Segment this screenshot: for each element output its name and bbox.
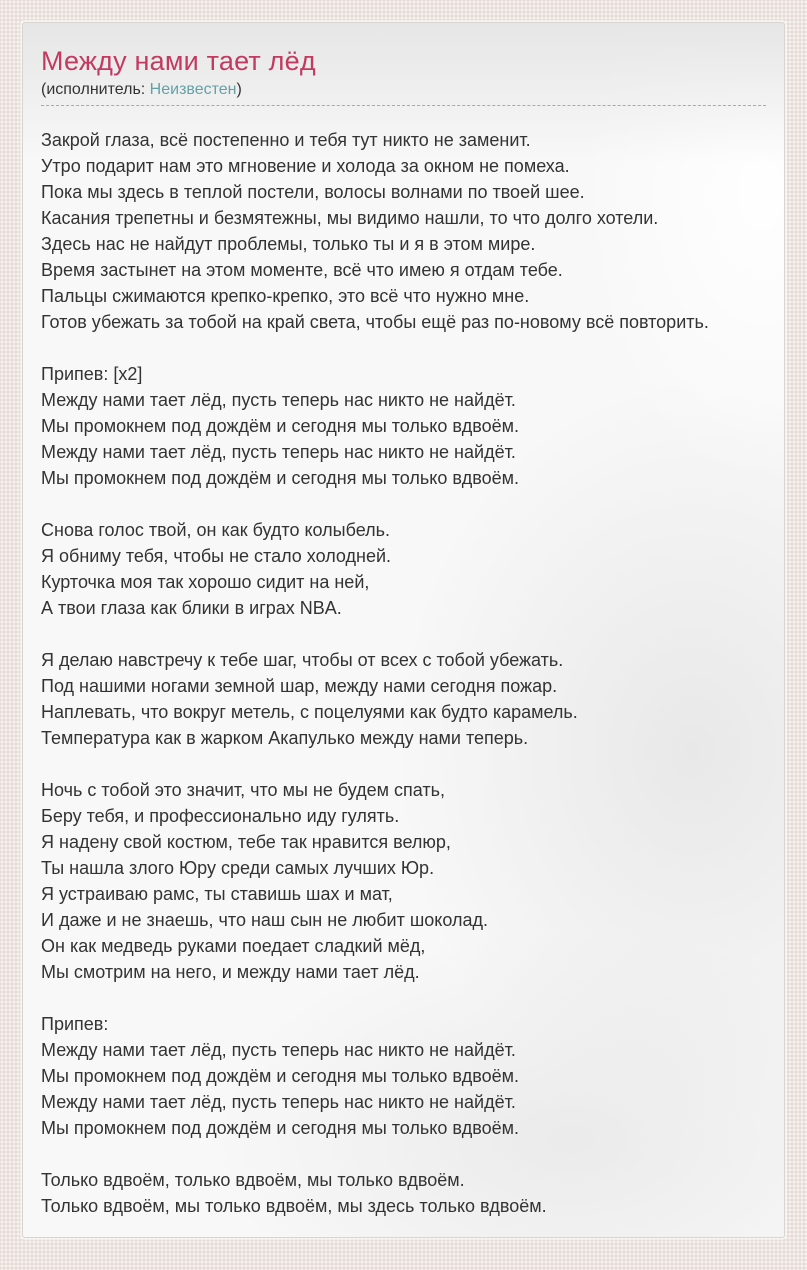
lyrics-container bbox=[41, 127, 766, 1219]
lyric-line: Между нами тает лёд, пусть теперь нас никто не найдёт. bbox=[41, 390, 516, 410]
song-title: Между нами тает лёд bbox=[41, 46, 316, 76]
lyric-line: Припев: [x2] bbox=[41, 364, 143, 384]
lyric-line: Я обниму тебя, чтобы не стало холодней. bbox=[41, 546, 392, 566]
lyric-line: Курточка моя так хорошо сидит на ней, bbox=[41, 572, 370, 592]
artist-label: (исполнитель: bbox=[41, 81, 150, 98]
dashed-separator bbox=[41, 105, 766, 106]
artist-link[interactable]: Неизвестен bbox=[149, 81, 237, 98]
lyric-line: Время застынет на этом моменте, всё что имею я отдам тебе. bbox=[41, 260, 563, 280]
lyric-line: Наплевать, что вокруг метель, с поцелуями как будто карамель. bbox=[41, 702, 578, 722]
lyric-line: Утро подарит нам это мгновение и холода за окном не помеха. bbox=[41, 156, 570, 176]
lyric-line: Температура как в жарком Акапулько между нами теперь. bbox=[41, 728, 529, 748]
lyric-line: Мы промокнем под дождём и сегодня мы только вдвоём. bbox=[41, 1118, 520, 1138]
lyric-line: Пока мы здесь в теплой постели, волосы волнами по твоей шее. bbox=[41, 182, 585, 202]
lyric-line: Мы промокнем под дождём и сегодня мы только вдвоём. bbox=[41, 1066, 520, 1086]
lyric-line: Между нами тает лёд, пусть теперь нас никто не найдёт. bbox=[41, 1040, 516, 1060]
lyric-line: Мы промокнем под дождём и сегодня мы только вдвоём. bbox=[41, 416, 520, 436]
lyric-line: Припев: bbox=[41, 1014, 109, 1034]
lyric-line: Мы смотрим на него, и между нами тает лёд. bbox=[41, 962, 420, 982]
lyric-line: Только вдвоём, только вдвоём, мы только вдвоём. bbox=[41, 1170, 465, 1190]
stanza bbox=[41, 361, 766, 491]
artist-label-suffix: ) bbox=[236, 81, 242, 98]
lyric-line: Ты нашла злого Юру среди самых лучших Юр. bbox=[41, 858, 435, 878]
lyric-line: Пальцы сжимаются крепко-крепко, это всё что нужно мне. bbox=[41, 286, 530, 306]
lyric-line: Мы промокнем под дождём и сегодня мы только вдвоём. bbox=[41, 468, 520, 488]
lyric-line: Под нашими ногами земной шар, между нами сегодня пожар. bbox=[41, 676, 558, 696]
lyric-line: Здесь нас не найдут проблемы, только ты и я в этом мире. bbox=[41, 234, 536, 254]
lyric-line: Касания трепетны и безмятежны, мы видимо нашли, то что долго хотели. bbox=[41, 208, 659, 228]
lyric-line: И даже и не знаешь, что наш сын не любит шоколад. bbox=[41, 910, 488, 930]
stanza bbox=[41, 1167, 766, 1219]
stanza bbox=[41, 517, 766, 621]
lyric-line: Он как медведь руками поедает сладкий мёд, bbox=[41, 936, 426, 956]
stanza bbox=[41, 777, 766, 985]
lyric-line: Я устраиваю рамс, ты ставишь шах и мат, bbox=[41, 884, 393, 904]
lyric-line: Беру тебя, и профессионально иду гулять. bbox=[41, 806, 400, 826]
lyric-line: Снова голос твой, он как будто колыбель. bbox=[41, 520, 391, 540]
lyric-line: Между нами тает лёд, пусть теперь нас никто не найдёт. bbox=[41, 1092, 516, 1112]
stanza bbox=[41, 647, 766, 751]
lyric-line: Ночь с тобой это значит, что мы не будем спать, bbox=[41, 780, 446, 800]
lyric-line: А твои глаза как блики в играх NBA. bbox=[41, 598, 342, 618]
lyrics-card bbox=[22, 22, 785, 1238]
lyric-line: Только вдвоём, мы только вдвоём, мы здесь только вдвоём. bbox=[41, 1196, 547, 1216]
stanza bbox=[41, 1011, 766, 1141]
lyric-line: Готов убежать за тобой на край света, чтобы ещё раз по-новому всё повторить. bbox=[41, 312, 709, 332]
lyric-line: Между нами тает лёд, пусть теперь нас никто не найдёт. bbox=[41, 442, 516, 462]
artist-line bbox=[41, 79, 766, 101]
lyric-line: Я надену свой костюм, тебе так нравится велюр, bbox=[41, 832, 451, 852]
lyric-line: Я делаю навстречу к тебе шаг, чтобы от всех с тобой убежать. bbox=[41, 650, 564, 670]
stanza bbox=[41, 127, 766, 335]
lyric-line: Закрой глаза, всё постепенно и тебя тут никто не заменит. bbox=[41, 130, 531, 150]
